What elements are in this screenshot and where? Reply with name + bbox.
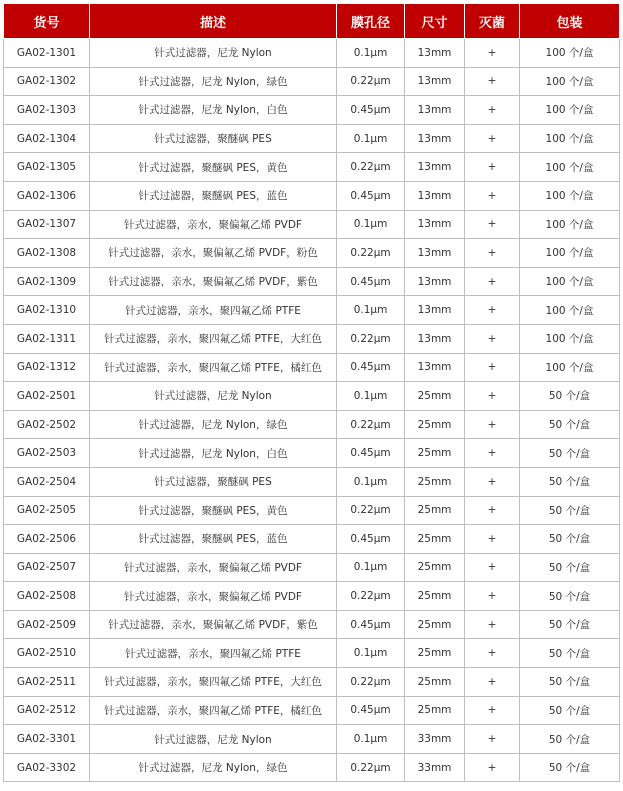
size-cell: 33mm xyxy=(405,725,465,754)
sku-cell: GA02-1305 xyxy=(4,153,90,182)
table-row xyxy=(4,668,620,697)
sku-cell: GA02-3301 xyxy=(4,725,90,754)
table-row xyxy=(4,67,620,96)
table-body xyxy=(4,39,620,782)
description-cell: 针式过滤器，聚醚砜 PES xyxy=(90,467,337,496)
size-cell: 13mm xyxy=(405,39,465,68)
size-cell: 33mm xyxy=(405,753,465,782)
size-cell: 13mm xyxy=(405,239,465,268)
description-cell: 针式过滤器，尼龙 Nylon xyxy=(90,725,337,754)
description-cell: 针式过滤器，尼龙 Nylon xyxy=(90,382,337,411)
pore-size-cell: 0.22μm xyxy=(337,153,405,182)
pore-size-cell: 0.1μm xyxy=(337,553,405,582)
description-cell: 针式过滤器，亲水，聚偏氟乙烯 PVDF xyxy=(90,553,337,582)
pore-size-cell: 0.22μm xyxy=(337,410,405,439)
sku-cell: GA02-2506 xyxy=(4,525,90,554)
sterile-cell: + xyxy=(465,496,520,525)
table-row xyxy=(4,525,620,554)
package-cell: 100 个/盒 xyxy=(520,296,620,325)
size-cell: 25mm xyxy=(405,496,465,525)
pore-size-cell: 0.45μm xyxy=(337,610,405,639)
sku-cell: GA02-2503 xyxy=(4,439,90,468)
table-row xyxy=(4,210,620,239)
sterile-cell: + xyxy=(465,267,520,296)
sterile-cell: + xyxy=(465,239,520,268)
description-cell: 针式过滤器，聚醚砜 PES xyxy=(90,124,337,153)
package-cell: 50 个/盒 xyxy=(520,496,620,525)
table-row xyxy=(4,610,620,639)
sku-cell: GA02-1307 xyxy=(4,210,90,239)
description-cell: 针式过滤器，亲水，聚四氟乙烯 PTFE，橘红色 xyxy=(90,353,337,382)
package-cell: 50 个/盒 xyxy=(520,382,620,411)
sku-cell: GA02-1301 xyxy=(4,39,90,68)
table-row xyxy=(4,639,620,668)
description-cell: 针式过滤器，亲水，聚四氟乙烯 PTFE，橘红色 xyxy=(90,696,337,725)
sterile-cell: + xyxy=(465,668,520,697)
size-cell: 25mm xyxy=(405,696,465,725)
sku-cell: GA02-3302 xyxy=(4,753,90,782)
sku-cell: GA02-1312 xyxy=(4,353,90,382)
table-row xyxy=(4,353,620,382)
sterile-cell: + xyxy=(465,382,520,411)
package-cell: 100 个/盒 xyxy=(520,353,620,382)
pore-size-cell: 0.1μm xyxy=(337,639,405,668)
pore-size-cell: 0.22μm xyxy=(337,753,405,782)
pore-size-cell: 0.22μm xyxy=(337,582,405,611)
size-cell: 25mm xyxy=(405,582,465,611)
sku-cell: GA02-2504 xyxy=(4,467,90,496)
description-cell: 针式过滤器，尼龙 Nylon，绿色 xyxy=(90,67,337,96)
sku-cell: GA02-2507 xyxy=(4,553,90,582)
sterile-cell: + xyxy=(465,610,520,639)
package-cell: 50 个/盒 xyxy=(520,525,620,554)
sku-cell: GA02-2508 xyxy=(4,582,90,611)
pore-size-cell: 0.22μm xyxy=(337,324,405,353)
package-cell: 50 个/盒 xyxy=(520,467,620,496)
size-cell: 25mm xyxy=(405,467,465,496)
size-cell: 25mm xyxy=(405,382,465,411)
package-cell: 50 个/盒 xyxy=(520,582,620,611)
sterile-cell: + xyxy=(465,124,520,153)
pore-size-cell: 0.45μm xyxy=(337,696,405,725)
pore-size-cell: 0.1μm xyxy=(337,467,405,496)
table-row xyxy=(4,696,620,725)
sterile-cell: + xyxy=(465,296,520,325)
package-cell: 50 个/盒 xyxy=(520,639,620,668)
sku-cell: GA02-1309 xyxy=(4,267,90,296)
pore-size-cell: 0.1μm xyxy=(337,124,405,153)
sku-cell: GA02-1302 xyxy=(4,67,90,96)
table-row xyxy=(4,582,620,611)
package-cell: 100 个/盒 xyxy=(520,96,620,125)
pore-size-cell: 0.22μm xyxy=(337,496,405,525)
package-cell: 100 个/盒 xyxy=(520,239,620,268)
table-row xyxy=(4,181,620,210)
sku-cell: GA02-1303 xyxy=(4,96,90,125)
description-cell: 针式过滤器，聚醚砜 PES，蓝色 xyxy=(90,525,337,554)
table-row xyxy=(4,467,620,496)
size-cell: 13mm xyxy=(405,210,465,239)
sku-cell: GA02-1310 xyxy=(4,296,90,325)
sku-cell: GA02-1308 xyxy=(4,239,90,268)
size-cell: 25mm xyxy=(405,410,465,439)
description-cell: 针式过滤器，亲水，聚偏氟乙烯 PVDF，紫色 xyxy=(90,267,337,296)
pore-size-cell: 0.45μm xyxy=(337,181,405,210)
pore-size-cell: 0.45μm xyxy=(337,267,405,296)
description-cell: 针式过滤器，聚醚砜 PES，黄色 xyxy=(90,496,337,525)
description-cell: 针式过滤器，亲水，聚偏氟乙烯 PVDF xyxy=(90,582,337,611)
sterile-cell: + xyxy=(465,696,520,725)
table-row xyxy=(4,296,620,325)
table-row xyxy=(4,324,620,353)
sku-cell: GA02-2501 xyxy=(4,382,90,411)
header-size: 尺寸 xyxy=(405,4,465,39)
pore-size-cell: 0.45μm xyxy=(337,96,405,125)
package-cell: 50 个/盒 xyxy=(520,439,620,468)
sterile-cell: + xyxy=(465,467,520,496)
package-cell: 100 个/盒 xyxy=(520,210,620,239)
package-cell: 50 个/盒 xyxy=(520,753,620,782)
table-row xyxy=(4,39,620,68)
size-cell: 25mm xyxy=(405,668,465,697)
package-cell: 100 个/盒 xyxy=(520,67,620,96)
product-table xyxy=(3,3,620,782)
size-cell: 13mm xyxy=(405,124,465,153)
sterile-cell: + xyxy=(465,439,520,468)
package-cell: 100 个/盒 xyxy=(520,181,620,210)
pore-size-cell: 0.1μm xyxy=(337,725,405,754)
size-cell: 13mm xyxy=(405,296,465,325)
pore-size-cell: 0.22μm xyxy=(337,668,405,697)
description-cell: 针式过滤器，聚醚砜 PES，黄色 xyxy=(90,153,337,182)
package-cell: 50 个/盒 xyxy=(520,553,620,582)
package-cell: 50 个/盒 xyxy=(520,410,620,439)
pore-size-cell: 0.45μm xyxy=(337,525,405,554)
pore-size-cell: 0.45μm xyxy=(337,439,405,468)
table-row xyxy=(4,439,620,468)
table-row xyxy=(4,753,620,782)
package-cell: 50 个/盒 xyxy=(520,725,620,754)
sterile-cell: + xyxy=(465,67,520,96)
sterile-cell: + xyxy=(465,39,520,68)
table-header-row xyxy=(4,4,620,39)
package-cell: 50 个/盒 xyxy=(520,610,620,639)
size-cell: 13mm xyxy=(405,67,465,96)
package-cell: 100 个/盒 xyxy=(520,153,620,182)
description-cell: 针式过滤器，亲水，聚四氟乙烯 PTFE，大红色 xyxy=(90,324,337,353)
table-row xyxy=(4,382,620,411)
description-cell: 针式过滤器，尼龙 Nylon，绿色 xyxy=(90,753,337,782)
sterile-cell: + xyxy=(465,525,520,554)
sterile-cell: + xyxy=(465,353,520,382)
sku-cell: GA02-1306 xyxy=(4,181,90,210)
sterile-cell: + xyxy=(465,181,520,210)
header-package: 包装 xyxy=(520,4,620,39)
sterile-cell: + xyxy=(465,553,520,582)
table-row xyxy=(4,267,620,296)
description-cell: 针式过滤器，亲水，聚四氟乙烯 PTFE，大红色 xyxy=(90,668,337,697)
pore-size-cell: 0.1μm xyxy=(337,296,405,325)
pore-size-cell: 0.22μm xyxy=(337,67,405,96)
table-row xyxy=(4,239,620,268)
header-description: 描述 xyxy=(90,4,337,39)
pore-size-cell: 0.22μm xyxy=(337,239,405,268)
pore-size-cell: 0.45μm xyxy=(337,353,405,382)
size-cell: 13mm xyxy=(405,353,465,382)
size-cell: 25mm xyxy=(405,553,465,582)
header-sterile: 灭菌 xyxy=(465,4,520,39)
table-row xyxy=(4,725,620,754)
sku-cell: GA02-1311 xyxy=(4,324,90,353)
size-cell: 13mm xyxy=(405,267,465,296)
sku-cell: GA02-2511 xyxy=(4,668,90,697)
table-row xyxy=(4,410,620,439)
table-row xyxy=(4,496,620,525)
sterile-cell: + xyxy=(465,210,520,239)
size-cell: 13mm xyxy=(405,153,465,182)
header-pore-size: 膜孔径 xyxy=(337,4,405,39)
size-cell: 13mm xyxy=(405,181,465,210)
package-cell: 100 个/盒 xyxy=(520,324,620,353)
sku-cell: GA02-2510 xyxy=(4,639,90,668)
sterile-cell: + xyxy=(465,324,520,353)
package-cell: 50 个/盒 xyxy=(520,668,620,697)
size-cell: 25mm xyxy=(405,639,465,668)
description-cell: 针式过滤器，尼龙 Nylon，绿色 xyxy=(90,410,337,439)
product-table-container xyxy=(3,3,619,782)
table-row xyxy=(4,553,620,582)
description-cell: 针式过滤器，亲水，聚偏氟乙烯 PVDF，紫色 xyxy=(90,610,337,639)
sterile-cell: + xyxy=(465,410,520,439)
table-row xyxy=(4,96,620,125)
package-cell: 100 个/盒 xyxy=(520,267,620,296)
sterile-cell: + xyxy=(465,753,520,782)
sku-cell: GA02-2502 xyxy=(4,410,90,439)
package-cell: 100 个/盒 xyxy=(520,39,620,68)
sku-cell: GA02-2505 xyxy=(4,496,90,525)
sku-cell: GA02-2509 xyxy=(4,610,90,639)
pore-size-cell: 0.1μm xyxy=(337,382,405,411)
sterile-cell: + xyxy=(465,96,520,125)
description-cell: 针式过滤器，亲水，聚四氟乙烯 PTFE xyxy=(90,639,337,668)
description-cell: 针式过滤器，亲水，聚四氟乙烯 PTFE xyxy=(90,296,337,325)
size-cell: 25mm xyxy=(405,525,465,554)
size-cell: 13mm xyxy=(405,324,465,353)
size-cell: 25mm xyxy=(405,439,465,468)
sku-cell: GA02-1304 xyxy=(4,124,90,153)
header-sku: 货号 xyxy=(4,4,90,39)
description-cell: 针式过滤器，亲水，聚偏氟乙烯 PVDF，粉色 xyxy=(90,239,337,268)
description-cell: 针式过滤器，尼龙 Nylon，白色 xyxy=(90,96,337,125)
sterile-cell: + xyxy=(465,582,520,611)
sku-cell: GA02-2512 xyxy=(4,696,90,725)
sterile-cell: + xyxy=(465,639,520,668)
size-cell: 13mm xyxy=(405,96,465,125)
size-cell: 25mm xyxy=(405,610,465,639)
description-cell: 针式过滤器，聚醚砜 PES，蓝色 xyxy=(90,181,337,210)
table-row xyxy=(4,124,620,153)
table-row xyxy=(4,153,620,182)
package-cell: 100 个/盒 xyxy=(520,124,620,153)
pore-size-cell: 0.1μm xyxy=(337,210,405,239)
sterile-cell: + xyxy=(465,725,520,754)
sterile-cell: + xyxy=(465,153,520,182)
description-cell: 针式过滤器，尼龙 Nylon，白色 xyxy=(90,439,337,468)
description-cell: 针式过滤器，尼龙 Nylon xyxy=(90,39,337,68)
pore-size-cell: 0.1μm xyxy=(337,39,405,68)
description-cell: 针式过滤器，亲水，聚偏氟乙烯 PVDF xyxy=(90,210,337,239)
package-cell: 50 个/盒 xyxy=(520,696,620,725)
